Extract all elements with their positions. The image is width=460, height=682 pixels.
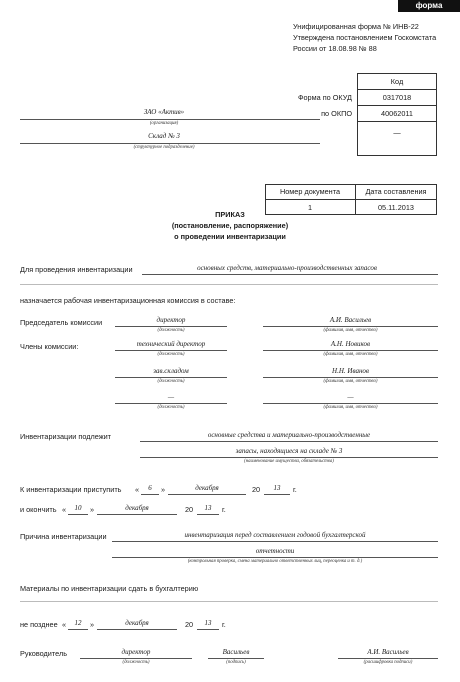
member-3-name: —	[347, 393, 354, 401]
chairman-label: Председатель комиссии	[20, 318, 103, 327]
division-caption: (структурное подразделение)	[133, 145, 195, 150]
deadline-month: декабря	[125, 619, 149, 627]
head-signature: Васильев	[222, 648, 250, 656]
materials-label: Материалы по инвентаризации сдать в бухгалтерию	[20, 584, 199, 593]
quote-open: «	[135, 485, 140, 494]
year-prefix: 20	[252, 485, 261, 494]
kod-header: Код	[390, 77, 404, 86]
end-month: декабря	[125, 504, 149, 512]
start-label: К инвентаризации приступить	[20, 485, 122, 494]
deadline-label: не позднее	[20, 620, 58, 629]
member-1-name: А.Н. Новиков	[330, 340, 371, 348]
extra-code-value: —	[393, 128, 401, 137]
reason-caption: (контрольная проверка, смена материально ответственных лиц, переоценка и т. д.)	[187, 559, 363, 564]
approval-line: Утверждена постановлением Госкомстата	[293, 33, 437, 42]
start-month: декабря	[195, 484, 219, 492]
position-caption: (должность)	[122, 660, 150, 665]
organization-name: ЗАО «Актив»	[143, 108, 185, 116]
year-suffix: г.	[222, 620, 226, 629]
chairman-position: директор	[156, 316, 186, 324]
chairman-name: А.И. Васильев	[329, 316, 372, 324]
members-label: Члены комиссии:	[20, 342, 79, 351]
okpo-value: 40062011	[381, 109, 413, 118]
head-label: Руководитель	[20, 649, 68, 658]
position-caption: (должность)	[157, 379, 185, 384]
organization-caption: (организация)	[149, 121, 179, 126]
year-prefix: 20	[185, 620, 194, 629]
okpo-label: по ОКПО	[321, 109, 352, 118]
order-subtitle: (постановление, распоряжение)	[171, 221, 289, 230]
subject-line-2: запасы, находящиеся на складе № 3	[235, 447, 343, 455]
year-prefix: 20	[185, 505, 194, 514]
okud-value: 0317018	[382, 93, 412, 102]
end-year: 13	[204, 504, 212, 512]
subject-label: Инвентаризации подлежит	[20, 432, 112, 441]
quote-close: »	[90, 620, 95, 629]
doc-number-value: 1	[307, 203, 313, 212]
member-2-position: зав.складом	[153, 367, 189, 375]
doc-date-value: 05.11.2013	[378, 203, 414, 212]
order-title: ПРИКАЗ	[215, 210, 245, 219]
end-day: 10	[74, 504, 82, 512]
head-position: директор	[121, 648, 151, 656]
purpose-value: основных средств, материально-производственных запасов	[197, 264, 377, 272]
form-code-line: Унифицированная форма № ИНВ-22	[293, 22, 419, 31]
year-suffix: г.	[222, 505, 226, 514]
reason-line-1: инвентаризация перед составлением годовой бухгалтерской	[184, 531, 366, 539]
head-name: А.И. Васильев	[367, 648, 409, 656]
name-caption: (фамилия, имя, отчество)	[323, 352, 378, 357]
position-caption: (должность)	[157, 405, 185, 410]
start-year: 13	[273, 484, 281, 492]
division-name: Склад № 3	[148, 132, 180, 140]
position-caption: (должность)	[157, 328, 185, 333]
property-caption: (наименование имущества, обязательства)	[244, 459, 334, 464]
quote-open: «	[62, 505, 67, 514]
signature-caption: (подпись)	[226, 660, 246, 665]
start-day: 6	[148, 484, 152, 492]
quote-open: «	[62, 620, 67, 629]
year-suffix: г.	[293, 485, 297, 494]
quote-close: »	[90, 505, 95, 514]
signature-decode-caption: (расшифровка подписи)	[363, 660, 413, 665]
member-1-position: технический директор	[136, 340, 206, 348]
name-caption: (фамилия, имя, отчество)	[323, 328, 378, 333]
doc-number-header: Номер документа	[279, 187, 341, 196]
end-label: и окончить	[20, 505, 57, 514]
subject-line-1: основные средства и материально-производственные	[207, 431, 371, 439]
okud-label: Форма по ОКУД	[297, 93, 352, 102]
deadline-year: 13	[204, 619, 212, 627]
form-tag: форма	[398, 0, 460, 12]
approval-date-line: России от 18.08.98 № 88	[293, 44, 377, 53]
name-caption: (фамилия, имя, отчество)	[323, 405, 378, 410]
order-topic: о проведении инвентаризации	[174, 232, 286, 241]
commission-intro: назначается рабочая инвентаризационная комиссия в составе:	[20, 296, 236, 305]
reason-label: Причина инвентаризации	[20, 532, 107, 541]
reason-line-2: отчетности	[255, 547, 295, 555]
member-3-position: —	[167, 393, 175, 401]
position-caption: (должность)	[157, 352, 185, 357]
doc-date-header: Дата составления	[365, 187, 427, 196]
quote-close: »	[161, 485, 166, 494]
member-2-name: Н.Н. Иванов	[332, 367, 369, 375]
purpose-label: Для проведения инвентаризации	[20, 265, 133, 274]
deadline-day: 12	[74, 619, 82, 627]
name-caption: (фамилия, имя, отчество)	[323, 379, 378, 384]
